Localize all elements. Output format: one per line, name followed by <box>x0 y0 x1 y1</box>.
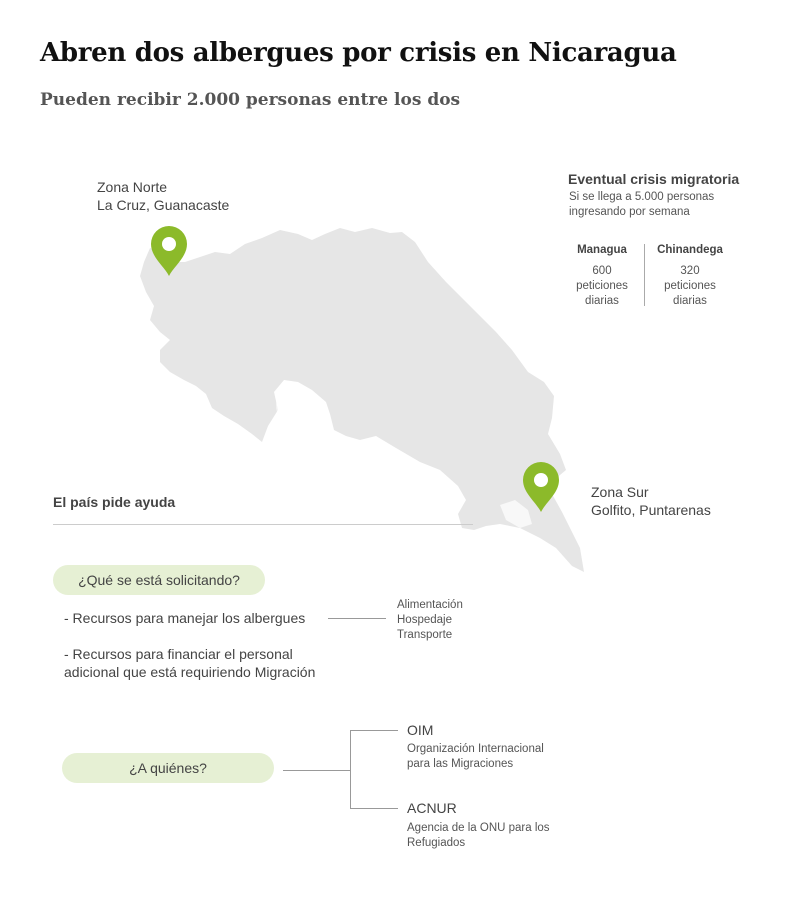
stat-unit-line2: diarias <box>673 295 707 307</box>
crisis-subtitle-line2: ingresando por semana <box>569 206 690 218</box>
zone-sur-name: Zona Sur <box>591 484 649 500</box>
stat-unit-line2: diarias <box>585 295 619 307</box>
crisis-title: Eventual crisis migratoria <box>568 171 740 187</box>
stat-managua <box>566 243 638 309</box>
zone-sur-place: Golfito, Puntarenas <box>591 502 711 518</box>
zone-norte-place: La Cruz, Guanacaste <box>97 197 230 213</box>
question-pill-solicitando: ¿Qué se está solicitando? <box>53 565 265 595</box>
bracket-vertical-line <box>350 730 351 808</box>
zone-sur-label <box>591 483 711 519</box>
crisis-subtitle <box>569 190 714 220</box>
connector-line <box>283 770 351 771</box>
org-acnur-desc <box>407 821 550 851</box>
bracket-bottom-line <box>350 808 398 809</box>
request-item-2 <box>64 645 315 681</box>
org-acnur-name: ACNUR <box>407 800 457 816</box>
zone-norte-label <box>97 178 229 214</box>
stat-chinandega <box>650 243 730 309</box>
org-desc-line1: Agencia de la ONU para los <box>407 822 550 834</box>
org-desc-line2: para las Migraciones <box>407 758 514 770</box>
detail-item: Alimentación <box>397 599 463 611</box>
section-divider <box>53 524 473 525</box>
gulf-of-nicoya <box>276 385 304 425</box>
stat-city: Managua <box>577 244 627 256</box>
org-oim-name: OIM <box>407 722 434 738</box>
org-desc-line1: Organización Internacional <box>407 743 544 755</box>
stat-city: Chinandega <box>657 244 723 256</box>
section-title: El país pide ayuda <box>53 494 176 510</box>
question-pill-quienes: ¿A quiénes? <box>62 753 274 783</box>
crisis-subtitle-line1: Si se llega a 5.000 personas <box>569 191 715 203</box>
page-title: Abren dos albergues por crisis en Nicaragua <box>40 38 677 68</box>
detail-item: Hospedaje <box>397 614 452 626</box>
zone-norte-name: Zona Norte <box>97 179 168 195</box>
stat-value: 600 <box>592 265 612 277</box>
detail-item: Transporte <box>397 629 453 641</box>
request-item-1-details <box>397 598 463 643</box>
request-item-2-line2: adicional que está requiriendo Migración <box>64 664 316 680</box>
org-oim-desc <box>407 742 544 772</box>
org-desc-line2: Refugiados <box>407 837 466 849</box>
stat-unit-line1: peticiones <box>664 280 716 292</box>
stat-value: 320 <box>680 265 700 277</box>
stat-divider <box>644 244 645 306</box>
request-item-1: - Recursos para manejar los albergues <box>64 610 306 626</box>
request-item-2-line1: - Recursos para financiar el personal <box>64 646 293 662</box>
bracket-top-line <box>350 730 398 731</box>
stat-unit-line1: peticiones <box>576 280 628 292</box>
connector-line <box>328 618 386 619</box>
page-subtitle: Pueden recibir 2.000 personas entre los dos <box>40 90 461 110</box>
